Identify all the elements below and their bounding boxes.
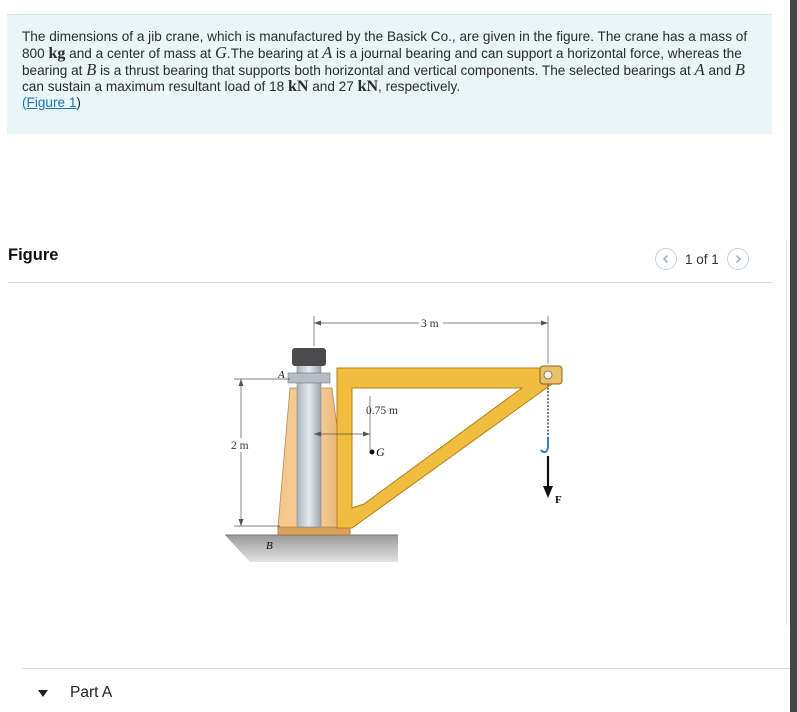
figure-link[interactable]: (Figure 1	[22, 94, 77, 110]
label-b: B	[266, 540, 273, 552]
unit-kn: kN	[287, 77, 309, 95]
var-b: B	[734, 59, 745, 79]
shaft	[297, 363, 321, 527]
chevron-right-icon	[733, 254, 743, 264]
problem-statement	[7, 14, 772, 134]
label-g: G	[376, 445, 385, 459]
hook-icon	[541, 438, 548, 452]
figure-heading: Figure	[8, 246, 59, 264]
caret-down-icon	[38, 690, 48, 697]
scrollbar[interactable]	[790, 0, 797, 712]
var-b: B	[86, 59, 97, 79]
panel-divider	[786, 240, 787, 625]
problem-text: The dimensions of a jib crane, which is manufactured by the Basick Co., are given in the figure. The crane has a mass of 800 kg and a center of mass at G.The bearing at A is a journal bearing and can support a horizontal force, whereas the bearing at B is a thrust bearing that supports both horizontal and vertical components. The selected bearings at A and B can sustain a maximum resultant load of 18 kN and 27 kN, respectively. (Figure 1)	[22, 29, 748, 110]
var-a: A	[694, 59, 705, 79]
divider	[22, 668, 790, 669]
part-a-label: Part A	[70, 684, 113, 701]
chevron-left-icon	[661, 254, 671, 264]
part-a-toggle[interactable]	[38, 684, 112, 702]
figure-pager	[655, 247, 749, 271]
jib-crane-figure	[200, 300, 600, 580]
unit-kn: kN	[357, 77, 379, 95]
var-g: G	[215, 42, 227, 62]
ground	[225, 535, 398, 562]
dim-span-label: 3 m	[421, 318, 439, 330]
next-figure-button[interactable]	[727, 248, 749, 270]
label-f: F	[555, 494, 562, 506]
label-a: A	[278, 369, 285, 381]
shaft-cap	[292, 348, 326, 366]
figure-count: 1 of 1	[685, 251, 719, 267]
var-a: A	[322, 42, 333, 62]
bearing-a	[288, 373, 330, 383]
dim-height-label: 2 m	[231, 440, 249, 452]
dim-offset-label: 0.75 m	[366, 405, 398, 417]
unit-kg: kg	[48, 44, 66, 62]
divider	[8, 282, 772, 283]
center-of-mass-point	[370, 450, 375, 455]
prev-figure-button[interactable]	[655, 248, 677, 270]
